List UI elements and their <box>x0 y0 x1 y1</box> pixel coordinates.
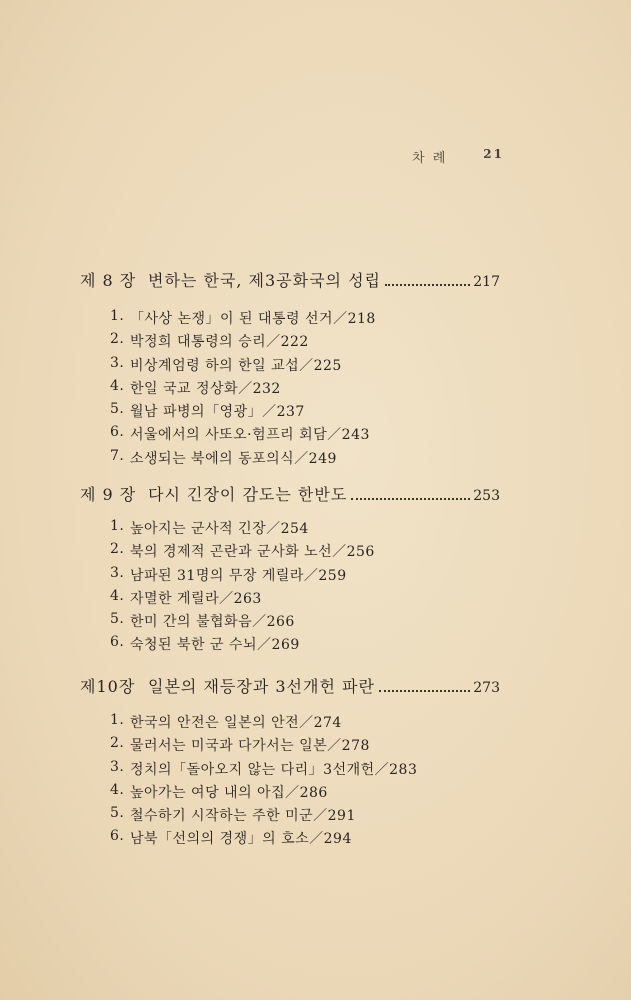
section-number: 3. <box>110 564 125 581</box>
section-title: 북의 경제적 곤란과 군사화 노선／256 <box>130 544 375 561</box>
section-list-10 <box>110 712 510 852</box>
list-item <box>110 828 510 851</box>
section-title: 한일 국교 정상화／232 <box>130 380 281 397</box>
section-title: 박정희 대통령의 승리／222 <box>130 334 309 351</box>
dot-leader <box>351 498 470 500</box>
section-number: 5. <box>110 805 125 822</box>
section-title: 높아지는 군사적 긴장／254 <box>130 521 309 537</box>
list-item <box>110 735 510 758</box>
chapter-heading-8 <box>80 268 500 291</box>
section-title: 숙청된 북한 군 수뇌／269 <box>130 637 300 654</box>
section-number: 3. <box>110 354 125 371</box>
list-item <box>110 588 510 611</box>
chapter-page: 273 <box>473 680 500 696</box>
list-item <box>110 541 510 564</box>
list-item <box>110 565 510 588</box>
dot-leader <box>379 690 470 692</box>
section-title: 한국의 안전은 일본의 안전／274 <box>130 715 342 731</box>
running-head-title: 차 례 <box>412 151 448 166</box>
list-item <box>110 355 510 378</box>
section-number: 4. <box>110 587 125 604</box>
section-number: 1. <box>110 308 125 324</box>
dot-leader <box>385 284 470 286</box>
section-list-9 <box>110 518 510 658</box>
section-title: 철수하기 시작하는 주한 미군／291 <box>130 808 356 825</box>
section-title: 서울에서의 사또오·험프리 회담／243 <box>130 427 370 444</box>
section-title: 소생되는 북에의 동포의식／249 <box>130 450 337 467</box>
section-title: 비상계엄령 하의 한일 교섭／225 <box>130 357 342 374</box>
list-item <box>110 424 510 447</box>
list-item <box>110 759 510 782</box>
running-head-page-number: 21 <box>483 147 504 161</box>
section-number: 6. <box>110 424 125 441</box>
section-title: 높아가는 여당 내의 아집／286 <box>130 784 328 801</box>
section-list-8 <box>110 308 510 471</box>
section-title: 「사상 논쟁」이 된 대통령 선거／218 <box>130 311 376 327</box>
section-number: 6. <box>110 828 125 845</box>
chapter-page: 253 <box>473 488 500 504</box>
section-title: 남파된 31명의 무장 게릴라／259 <box>130 567 347 584</box>
section-title: 월남 파병의「영광」／237 <box>130 404 305 421</box>
chapter-page: 217 <box>473 274 500 290</box>
list-item <box>110 331 510 354</box>
list-item <box>110 518 510 541</box>
section-title: 자멸한 게릴라／263 <box>130 590 262 607</box>
list-item <box>110 448 510 471</box>
list-item <box>110 378 510 401</box>
list-item <box>110 805 510 828</box>
list-item <box>110 611 510 634</box>
running-head <box>412 147 504 166</box>
chapter-heading-9 <box>80 482 500 505</box>
section-number: 1. <box>110 518 125 534</box>
section-number: 4. <box>110 781 125 798</box>
chapter-title: 다시 긴장이 감도는 한반도 <box>148 485 348 504</box>
section-number: 7. <box>110 447 125 464</box>
list-item <box>110 308 510 331</box>
list-item <box>110 401 510 424</box>
section-number: 2. <box>110 541 125 558</box>
section-number: 1. <box>110 712 125 728</box>
chapter-number: 제10장 <box>80 677 136 696</box>
section-title: 한미 간의 불협화음／266 <box>130 614 295 631</box>
section-number: 3. <box>110 758 125 775</box>
section-number: 2. <box>110 331 125 348</box>
chapter-heading-10 <box>80 674 500 697</box>
chapter-title: 일본의 재등장과 3선개헌 파란 <box>148 677 375 696</box>
list-item <box>110 712 510 735</box>
list-item <box>110 782 510 805</box>
section-title: 남북「선의의 경쟁」의 호소／294 <box>130 831 352 848</box>
section-number: 5. <box>110 401 125 418</box>
section-number: 2. <box>110 735 125 752</box>
section-number: 4. <box>110 377 125 394</box>
chapter-number: 제 8 장 <box>80 271 137 290</box>
chapter-number: 제 9 장 <box>80 485 137 504</box>
section-title: 물러서는 미국과 다가서는 일본／278 <box>130 738 370 755</box>
section-number: 5. <box>110 611 125 628</box>
list-item <box>110 634 510 657</box>
section-title: 정치의「돌아오지 않는 다리」3선개헌／283 <box>130 761 418 778</box>
section-number: 6. <box>110 634 125 651</box>
chapter-title: 변하는 한국, 제3공화국의 성립 <box>148 271 381 290</box>
